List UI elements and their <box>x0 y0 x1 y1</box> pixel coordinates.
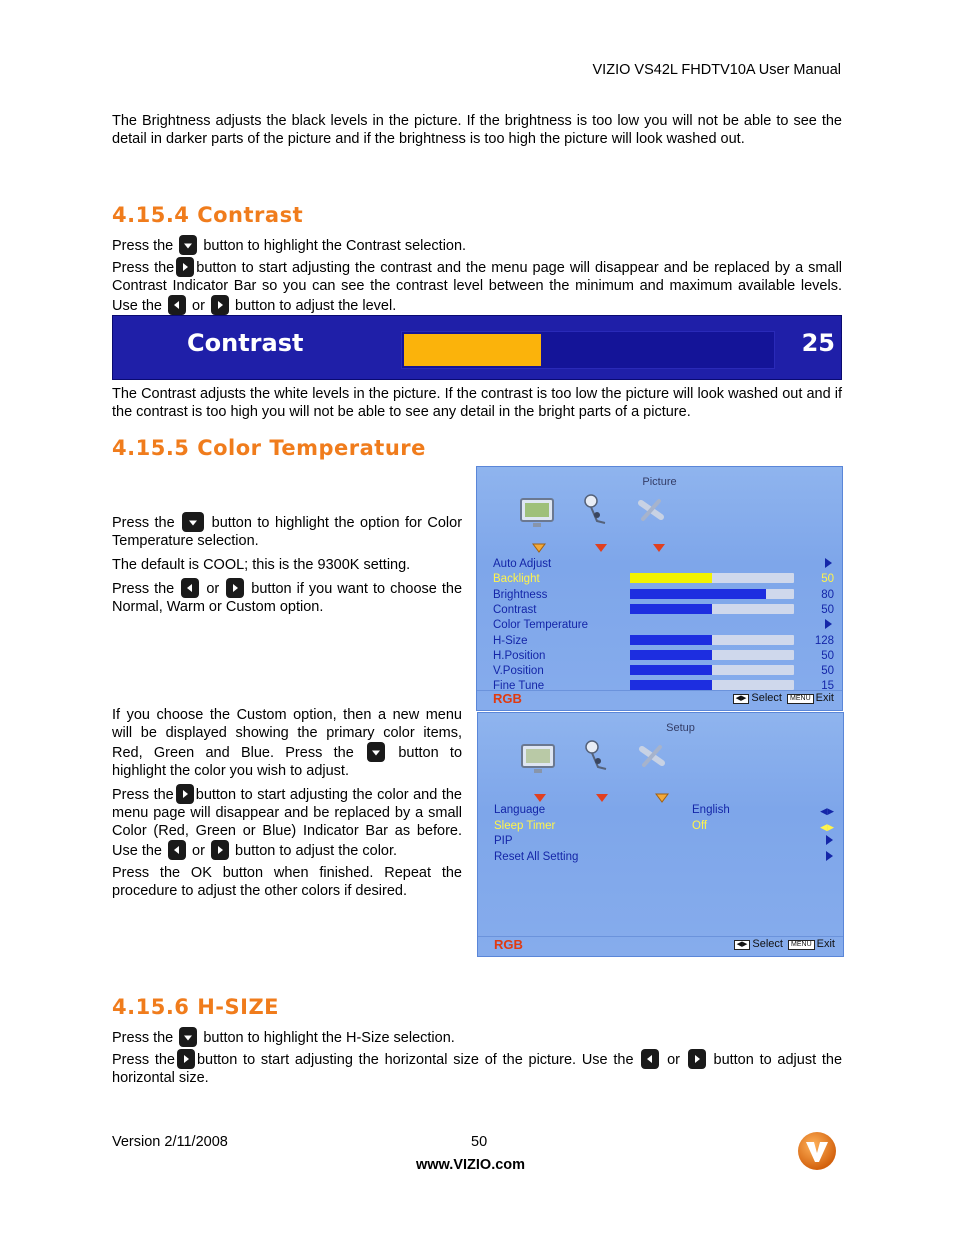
contrast-bar-track <box>401 331 775 369</box>
slider-fill <box>630 604 712 614</box>
left-right-arrows-icon: ◀▶ <box>820 821 834 832</box>
nav-keys-icon: ◀▶ <box>734 940 751 950</box>
text-fragment: Press the <box>112 238 174 254</box>
tools-wrench-icon <box>635 493 669 527</box>
menu-item-value: 80 <box>821 588 834 601</box>
slider-fill <box>630 589 766 599</box>
text-fragment: button to highlight the option for Color Temperature selection. <box>112 515 463 549</box>
exit-label: Exit <box>815 692 834 704</box>
footer-hint <box>731 689 834 707</box>
text-fragment: or <box>667 1052 680 1068</box>
down-key-icon <box>179 1027 197 1047</box>
text-fragment: button to start adjusting the color and the menu page will disappear and be replaced by a small Color (Red, Green or Blue) Indicator Bar as before. Use the <box>112 787 462 859</box>
setup-satellite-icon <box>579 493 613 527</box>
menu-item-label[interactable]: H-Size <box>493 634 528 647</box>
contrast-step-1 <box>112 235 842 255</box>
contrast-heading: 4.15.4 Contrast <box>112 203 304 227</box>
setup-menu <box>477 712 844 957</box>
menu-item-value: English <box>692 804 730 816</box>
down-arrow-icon <box>654 793 670 803</box>
text-fragment: button to start adjusting the contrast and the menu page will disappear and be replaced by a small Contrast Indicator Bar so you can see the contrast level between the minimum and maximum available levels. Use the <box>112 260 843 314</box>
menu-item-label[interactable]: V.Position <box>493 665 544 678</box>
slider-fill <box>630 635 712 645</box>
down-arrow-icon <box>593 543 609 553</box>
tools-wrench-icon <box>636 739 670 773</box>
menu-item-label[interactable]: Reset All Setting <box>494 850 579 863</box>
hsize-step-2 <box>112 1049 842 1087</box>
text-fragment: button if you want to choose the Normal, Warm or Custom option. <box>112 581 463 615</box>
slider-fill <box>630 650 712 660</box>
text-fragment: Press the <box>112 581 175 597</box>
text-fragment: button to highlight the H-Size selection. <box>203 1030 455 1046</box>
left-key-icon <box>641 1049 659 1069</box>
setup-menu-footer <box>478 936 843 956</box>
setup-satellite-icon <box>580 739 614 773</box>
menu-key-badge: MENU <box>787 694 814 704</box>
down-key-icon <box>182 512 204 532</box>
contrast-indicator-bar <box>112 315 842 380</box>
submenu-arrow-icon <box>825 558 832 568</box>
select-label: Select <box>752 938 783 950</box>
submenu-arrow-icon <box>826 835 833 845</box>
text-fragment: button to start adjusting the horizontal size of the picture. Use the <box>196 1052 634 1068</box>
text-fragment: Press the <box>112 787 174 803</box>
footer-url: www.VIZIO.com <box>416 1157 526 1173</box>
menu-item-label[interactable]: Brightness <box>493 588 548 601</box>
menu-item-value: 128 <box>814 634 834 647</box>
text-fragment: or <box>192 298 205 314</box>
down-key-icon <box>367 742 385 762</box>
menu-item-value: Off <box>692 819 708 832</box>
source-label: RGB <box>493 691 522 706</box>
text-fragment: Press the <box>112 1030 174 1046</box>
picture-tv-icon <box>517 493 557 533</box>
menu-item-value: 50 <box>821 665 834 678</box>
exit-label: Exit <box>816 938 835 950</box>
vizio-logo-icon <box>797 1131 837 1171</box>
right-key-icon <box>176 784 194 804</box>
menu-item-label[interactable]: Fine Tune <box>493 680 545 693</box>
select-label: Select <box>751 692 782 704</box>
page-number: 50 <box>471 1134 488 1150</box>
down-arrow-icon <box>651 543 667 553</box>
picture-menu-footer <box>477 690 842 710</box>
menu-item-value: 50 <box>821 603 834 616</box>
hsize-heading: 4.15.6 H-SIZE <box>112 995 280 1019</box>
brightness-paragraph: The Brightness adjusts the black levels in the picture. If the brightness is too low you will not be able to see the detail in darker parts of the picture and if the brightness is too high the picture will look washed out. <box>112 113 842 147</box>
menu-item-label[interactable]: Backlight <box>493 573 540 586</box>
menu-item-label[interactable]: Contrast <box>493 603 537 616</box>
color-temp-default: The default is COOL; this is the 9300K setting. <box>112 557 411 573</box>
nav-keys-icon: ◀▶ <box>733 694 750 704</box>
custom-option-para <box>112 706 462 780</box>
picture-tv-icon <box>518 739 558 779</box>
menu-item-label[interactable]: H.Position <box>493 649 546 662</box>
text-fragment: or <box>192 843 205 859</box>
menu-key-badge: MENU <box>788 940 815 950</box>
contrast-bar-fill <box>404 334 541 366</box>
source-label: RGB <box>494 937 523 952</box>
right-key-icon <box>688 1049 706 1069</box>
manual-title: VIZIO VS42L FHDTV10A User Manual <box>592 62 841 78</box>
contrast-bar-label: Contrast <box>187 329 304 357</box>
color-temp-step-2 <box>112 578 462 616</box>
menu-item-value: 50 <box>821 649 834 662</box>
menu-category-icons <box>517 493 697 559</box>
color-temp-heading: 4.15.5 Color Temperature <box>112 436 426 460</box>
menu-item-slider[interactable] <box>630 665 794 675</box>
color-temp-custom-text <box>112 706 462 900</box>
contrast-description: The Contrast adjusts the white levels in the picture. If the contrast is too low the picture will look washed out and if the contrast is too high you will not be able to see any detail in the bright parts of a picture. <box>112 386 842 420</box>
color-temp-text-column <box>112 512 462 616</box>
contrast-step-2 <box>112 257 842 315</box>
menu-item-slider[interactable] <box>630 604 794 614</box>
text-fragment: button to adjust the level. <box>235 298 397 314</box>
right-key-icon <box>211 295 229 315</box>
down-arrow-icon <box>594 793 610 803</box>
picture-menu-title: Picture <box>642 476 677 488</box>
slider-fill <box>630 573 712 583</box>
text-fragment: button to highlight the color you wish to adjust. <box>112 745 463 779</box>
menu-item-slider[interactable] <box>630 589 794 599</box>
menu-item-slider[interactable] <box>630 635 794 645</box>
left-key-icon <box>168 295 186 315</box>
submenu-arrow-icon <box>825 619 832 629</box>
menu-item-label[interactable]: Language <box>494 804 546 816</box>
picture-menu <box>476 466 843 711</box>
down-arrow-icon <box>531 543 547 553</box>
menu-category-icons <box>518 739 698 805</box>
contrast-bar-value: 25 <box>801 329 835 357</box>
menu-item-slider[interactable] <box>630 573 794 583</box>
right-key-icon <box>176 257 194 277</box>
submenu-arrow-icon <box>826 851 833 861</box>
custom-adjust-para <box>112 784 462 860</box>
right-key-icon <box>226 578 244 598</box>
hsize-step-1 <box>112 1027 842 1047</box>
menu-item-value: 15 <box>821 680 834 693</box>
right-key-icon <box>211 840 229 860</box>
text-fragment: Press the <box>112 260 175 276</box>
down-key-icon <box>179 235 197 255</box>
version-label: Version 2/11/2008 <box>112 1134 228 1150</box>
text-fragment: Press the <box>112 1052 175 1068</box>
menu-item-value: 50 <box>821 573 834 586</box>
text-fragment: button to adjust the color. <box>235 843 398 859</box>
menu-item-label[interactable]: Sleep Timer <box>494 819 556 832</box>
footer-hint <box>732 935 835 953</box>
left-right-arrows-icon: ◀▶ <box>820 806 834 816</box>
menu-item-label[interactable]: PIP <box>494 835 513 847</box>
text-fragment: button to highlight the Contrast selection. <box>203 238 467 254</box>
right-key-icon <box>177 1049 195 1069</box>
custom-finish-para: Press the OK button when finished. Repeat the procedure to adjust the other colors if desired. <box>112 865 462 899</box>
menu-item-slider[interactable] <box>630 650 794 660</box>
text-fragment: button to adjust the horizontal size. <box>112 1052 843 1086</box>
text-fragment: Press the <box>112 515 175 531</box>
left-key-icon <box>181 578 199 598</box>
text-fragment: or <box>206 581 220 597</box>
slider-fill <box>630 680 712 690</box>
text-fragment: If you choose the Custom option, then a new menu will be displayed showing the primary color items, Red, Green and Blue. Press the <box>112 707 462 761</box>
menu-item-label[interactable]: Auto Adjust <box>493 558 552 570</box>
left-key-icon <box>168 840 186 860</box>
setup-menu-title: Setup <box>666 722 695 734</box>
menu-item-label[interactable]: Color Temperature <box>493 619 589 632</box>
color-temp-step-1 <box>112 512 462 550</box>
slider-fill <box>630 665 712 675</box>
